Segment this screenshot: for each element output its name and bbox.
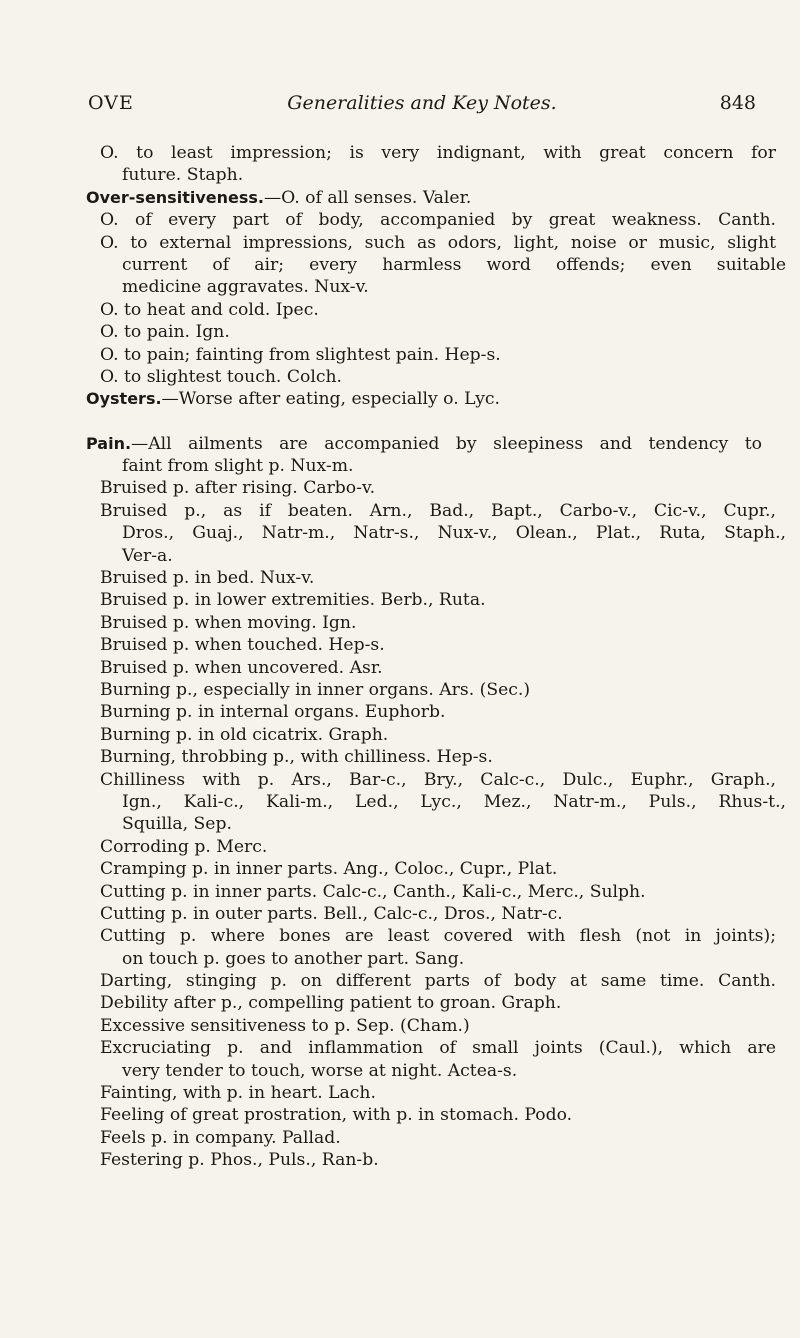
text-line — [0, 1127, 800, 1149]
line-text — [100, 859, 557, 879]
text-line — [0, 589, 800, 611]
entry-text: medicine aggravates. Nux-v. — [122, 277, 369, 298]
text-line — [0, 970, 800, 992]
entry-text: Corroding p. Merc. — [100, 836, 268, 857]
text-line — [0, 1149, 800, 1171]
entry-text: O. to least impression; is very indignant, with great concern for — [100, 143, 776, 163]
entry-text: Burning p., especially in inner organs. Ars. (Sec.) — [100, 679, 531, 700]
entry-text: Bruised p. after rising. Carbo-v. — [100, 478, 376, 499]
line-text — [100, 1105, 572, 1125]
line-text — [122, 949, 464, 969]
entry-text: O. to pain. Ign. — [100, 322, 230, 343]
text-line — [0, 813, 800, 835]
entry-text: Bruised p. when uncovered. Asr. — [100, 657, 383, 678]
paragraph-gap — [0, 411, 800, 433]
entry-text: Bruised p. when moving. Ign. — [100, 612, 357, 633]
text-line — [0, 276, 800, 298]
line-text — [100, 925, 776, 947]
line-text — [100, 837, 267, 857]
entry-text: Cutting p. where bones are least covered with flesh (not in joints); — [100, 926, 776, 947]
entry-text: Ign., Kali-c., Kali-m., Led., Lyc., Mez., Natr-m., Puls., Rhus-t., — [122, 791, 786, 812]
text-line — [0, 769, 800, 791]
text-line — [0, 858, 800, 880]
line-text — [100, 725, 388, 745]
entry-text: O. to external impressions, such as odors, light, noise or music, slight — [100, 232, 776, 253]
entry-heading-line — [0, 187, 800, 209]
line-text — [100, 209, 776, 231]
entry-text: Cramping p. in inner parts. Ang., Coloc., Cupr., Plat. — [100, 859, 558, 880]
text-line — [0, 724, 800, 746]
entry-text: O. of every part of body, accompanied by great weakness. Canth. — [100, 210, 776, 231]
entry-text: on touch p. goes to another part. Sang. — [122, 948, 465, 969]
text-line — [0, 344, 800, 366]
entry-term: Pain. — [86, 433, 132, 453]
line-text — [100, 568, 314, 588]
text-line — [0, 1060, 800, 1082]
line-text — [86, 389, 500, 409]
page-number: 848 — [719, 92, 756, 114]
line-text — [100, 658, 383, 678]
entry-text: future. Staph. — [122, 165, 244, 186]
entry-text: faint from slight p. Nux-m. — [122, 456, 354, 477]
text-line — [0, 992, 800, 1014]
entry-heading-line — [0, 388, 800, 410]
line-text — [100, 367, 342, 387]
line-text — [100, 500, 776, 522]
text-line — [0, 142, 800, 164]
line-text — [100, 142, 776, 164]
entry-term: Oysters. — [86, 389, 162, 409]
text-line — [0, 1104, 800, 1126]
entry-text: Squilla, Sep. — [122, 814, 232, 835]
entry-text: Chilliness with p. Ars., Bar-c., Bry., Calc-c., Dulc., Euphr., Graph., — [100, 769, 776, 790]
line-text — [100, 993, 561, 1013]
line-text — [100, 904, 563, 924]
entry-text: current of air; every harmless word offends; even suitable — [122, 254, 786, 275]
line-text — [100, 1128, 341, 1148]
text-line — [0, 1015, 800, 1037]
entry-text: Bruised p. when touched. Hep-s. — [100, 635, 385, 656]
line-text — [122, 254, 786, 276]
text-line — [0, 679, 800, 701]
line-text — [122, 814, 232, 834]
line-text — [86, 188, 471, 208]
text-line — [0, 164, 800, 186]
text-line — [0, 567, 800, 589]
text-line — [0, 209, 800, 231]
line-text — [100, 345, 501, 365]
entry-text: Festering p. Phos., Puls., Ran-b. — [100, 1150, 379, 1171]
text-line — [0, 881, 800, 903]
line-text — [122, 277, 369, 297]
entry-text: Ver-a. — [122, 545, 173, 566]
text-line — [0, 701, 800, 723]
entry-text: very tender to touch, worse at night. Actea-s. — [122, 1060, 518, 1081]
line-text — [100, 1083, 376, 1103]
entry-text: Excessive sensitiveness to p. Sep. (Cham.) — [100, 1015, 470, 1036]
text-line — [0, 366, 800, 388]
entry-heading-line — [0, 433, 800, 455]
text-line — [0, 836, 800, 858]
header-title: Generalities and Key Notes. — [287, 92, 557, 114]
entry-text: Bruised p. in lower extremities. Berb., Ruta. — [100, 590, 486, 611]
entry-text: Burning p. in internal organs. Euphorb. — [100, 702, 446, 723]
line-text — [100, 635, 385, 655]
entry-text: O. to slightest touch. Colch. — [100, 366, 342, 387]
line-text — [122, 522, 786, 544]
line-text — [122, 791, 786, 813]
text-line — [0, 545, 800, 567]
entry-term: Over-sensitiveness. — [86, 187, 264, 207]
entry-text: Cutting p. in outer parts. Bell., Calc-c., Dros., Natr-c. — [100, 903, 563, 924]
line-text — [100, 1016, 470, 1036]
line-text — [100, 747, 493, 767]
line-text — [100, 702, 445, 722]
entry-text: Feels p. in company. Pallad. — [100, 1127, 341, 1148]
entry-text: Excruciating p. and inflammation of small joints (Caul.), which are — [100, 1038, 776, 1059]
entry-text: Darting, stinging p. on different parts of body at same time. Canth. — [100, 971, 776, 992]
text-line — [0, 455, 800, 477]
line-text — [100, 300, 319, 320]
text-line — [0, 746, 800, 768]
entry-text: —All ailments are accompanied by sleepiness and tendency to — [131, 433, 762, 454]
text-line — [0, 1082, 800, 1104]
line-text — [100, 613, 356, 633]
line-text — [100, 769, 776, 791]
text-line — [0, 522, 800, 544]
line-text — [100, 322, 230, 342]
entry-text: O. to heat and cold. Ipec. — [100, 299, 319, 320]
line-text — [100, 232, 776, 254]
entry-text: Dros., Guaj., Natr-m., Natr-s., Nux-v., Olean., Plat., Ruta, Staph., — [122, 523, 786, 544]
entry-text: Fainting, with p. in heart. Lach. — [100, 1083, 376, 1104]
line-text — [122, 1061, 517, 1081]
text-line — [0, 657, 800, 679]
text-line — [0, 321, 800, 343]
line-text — [86, 433, 762, 455]
entry-text: Burning, throbbing p., with chilliness. Hep-s. — [100, 747, 493, 768]
entry-text: —O. of all senses. Valer. — [263, 187, 472, 208]
text-line — [0, 299, 800, 321]
text-line — [0, 791, 800, 813]
text-line — [0, 477, 800, 499]
line-text — [122, 165, 243, 185]
entry-text: Burning p. in old cicatrix. Graph. — [100, 724, 389, 745]
text-line — [0, 232, 800, 254]
text-line — [0, 903, 800, 925]
text-line — [0, 948, 800, 970]
line-text — [122, 546, 173, 566]
text-line — [0, 634, 800, 656]
entry-text: Cutting p. in inner parts. Calc-c., Canth., Kali-c., Merc., Sulph. — [100, 881, 646, 902]
entry-text: Feeling of great prostration, with p. in stomach. Podo. — [100, 1105, 573, 1126]
header-entry-range: OVE — [88, 92, 134, 114]
entry-text: Debility after p., compelling patient to groan. Graph. — [100, 993, 562, 1014]
page-body — [0, 142, 800, 1172]
text-line — [0, 1037, 800, 1059]
line-text — [100, 882, 646, 902]
entry-text: Bruised p. in bed. Nux-v. — [100, 568, 315, 589]
line-text — [100, 1150, 379, 1170]
entry-text: Bruised p., as if beaten. Arn., Bad., Bapt., Carbo-v., Cic-v., Cupr., — [100, 500, 776, 521]
entry-text: —Worse after eating, especially o. Lyc. — [161, 389, 501, 410]
line-text — [122, 456, 354, 476]
line-text — [100, 1037, 776, 1059]
line-text — [100, 478, 375, 498]
text-line — [0, 925, 800, 947]
text-line — [0, 500, 800, 522]
line-text — [100, 970, 776, 992]
text-line — [0, 612, 800, 634]
line-text — [100, 680, 530, 700]
running-header — [88, 92, 756, 122]
entry-text: O. to pain; fainting from slightest pain. Hep-s. — [100, 344, 501, 365]
line-text — [100, 590, 486, 610]
text-line — [0, 254, 800, 276]
